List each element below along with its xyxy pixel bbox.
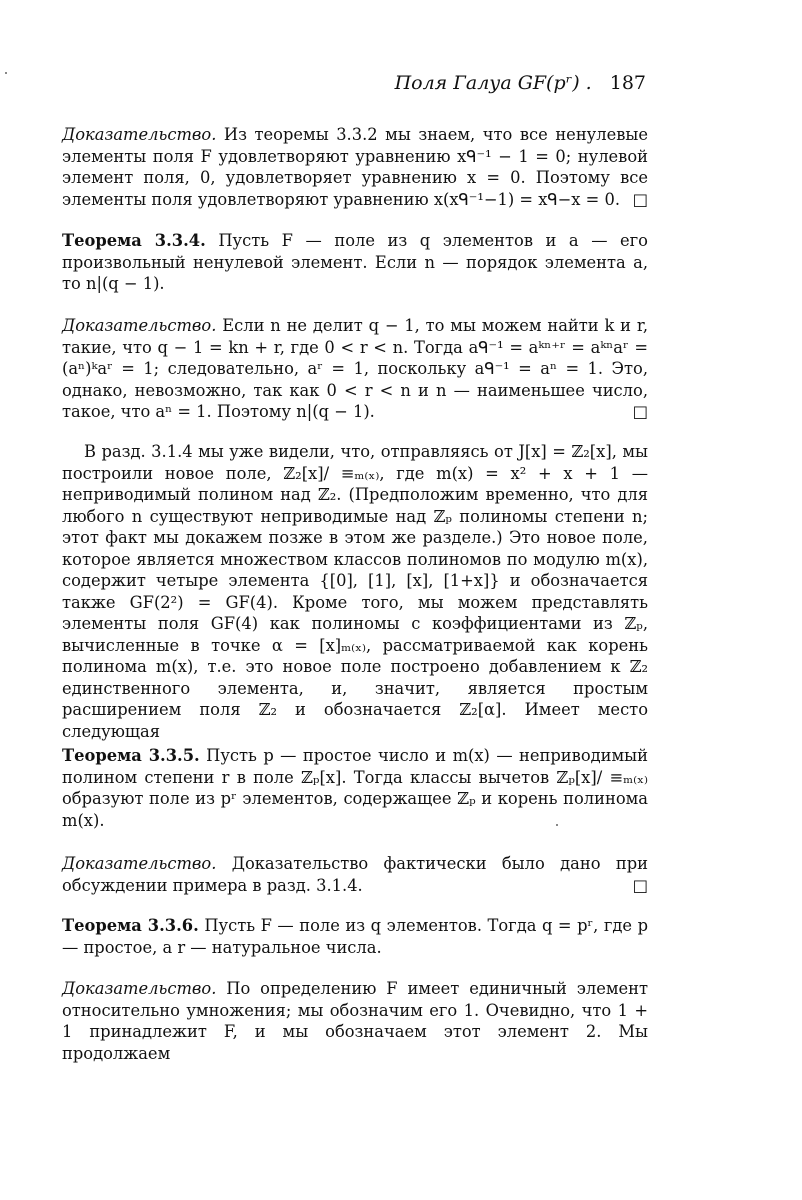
proof-block: [62, 978, 648, 1064]
qed-symbol: □: [632, 189, 648, 209]
theorem-block: [62, 745, 648, 831]
running-header: [62, 72, 646, 94]
theorem-block: [62, 230, 648, 295]
theorem-label: Теорема 3.3.4.: [62, 231, 206, 250]
proof-label: Доказательство.: [62, 316, 217, 335]
proof-block: [62, 124, 648, 210]
theorem-block: [62, 915, 648, 958]
proof-block: [62, 853, 648, 896]
theorem-label: Теорема 3.3.6.: [62, 916, 199, 935]
paragraph-text: В разд. 3.1.4 мы уже видели, что, отправляясь от J[x] = ℤ₂[x], мы построили новое поле, ℤ₂[x]/ ≡ₘ₍ₓ₎, где m(x) = x² + x + 1 — неприводимый полином над ℤ₂. (Предположим временно, что для любого n существуют неприводимые над ℤₚ полиномы степени n; этот факт мы докажем позже в этом же разделе.) Это новое поле, которое является множеством классов полиномов по модулю m(x), содержит четыре элемента {[0], [1], [x], [1+x]} и обозначается также GF(2²) = GF(4). Кроме того, мы можем представлять элементы поля GF(4) как полиномы с коэффициентами из ℤₚ, вычисленные в точке α = [x]ₘ₍ₓ₎, рассматриваемой как корень полинома m(x), т.е. это новое поле построено добавлением к ℤ₂ единственного элемента, и, значит, является простым расширением поля ℤ₂ и обозначается ℤ₂[α]. Имеет место следующая: [62, 442, 648, 741]
proof-label: Доказательство.: [62, 125, 217, 144]
proof-label: Доказательство.: [62, 854, 217, 873]
proof-text: По определению F имеет единичный элемент относительно умножения; мы обозначим его 1. Очевидно, что 1 + 1 принадлежит F, и мы обозначаем этот элемент 2. Мы продолжаем: [62, 979, 648, 1063]
proof-text: Если n не делит q − 1, то мы можем найти k и r, такие, что q − 1 = kn + r, где 0 < r < n. Тогда aᑫ⁻¹ = aᵏⁿ⁺ʳ = aᵏⁿaʳ = (aⁿ)ᵏaʳ = 1; следовательно, aʳ = 1, поскольку aᑫ⁻¹ = aⁿ = 1. Это, однако, невозможно, так как 0 < r < n и n — наименьшее число, такое, что aⁿ = 1. Поэтому n|(q − 1).: [62, 316, 648, 421]
body-paragraph: [62, 441, 648, 742]
theorem-text: Пусть F — поле из q элементов. Тогда q = pʳ, где p — простое, а r — натуральное числа.: [62, 916, 648, 957]
theorem-label: Теорема 3.3.5.: [62, 746, 200, 765]
proof-block: [62, 315, 648, 423]
header-title: Поля Галуа GF(pʳ) .: [394, 72, 592, 94]
proof-label: Доказательство.: [62, 979, 217, 998]
qed-symbol: □: [632, 402, 648, 421]
scan-speck: [5, 72, 7, 74]
page-number: 187: [609, 72, 646, 94]
proof-text: Доказательство фактически было дано при обсуждении примера в разд. 3.1.4.: [62, 854, 648, 895]
qed-symbol: □: [632, 875, 648, 895]
theorem-text: Пусть p — простое число и m(x) — неприводимый полином степени r в поле ℤₚ[x]. Тогда классы вычетов ℤₚ[x]/ ≡ₘ₍ₓ₎ образуют поле из pʳ элементов, содержащее ℤₚ и корень полинома m(x).: [62, 746, 648, 830]
theorem-text: Пусть F — поле из q элементов и a — его произвольный ненулевой элемент. Если n — порядок элемента a, то n|(q − 1).: [62, 231, 648, 293]
proof-text: Из теоремы 3.3.2 мы знаем, что все ненулевые элементы поля F удовлетворяют уравнению xᑫ⁻¹ − 1 = 0; нулевой элемент поля, 0, удовлетворяет уравнению x = 0. Поэтому все элементы поля удовлетворяют уравнению x(xᑫ⁻¹−1) = xᑫ−x = 0.: [62, 125, 648, 209]
